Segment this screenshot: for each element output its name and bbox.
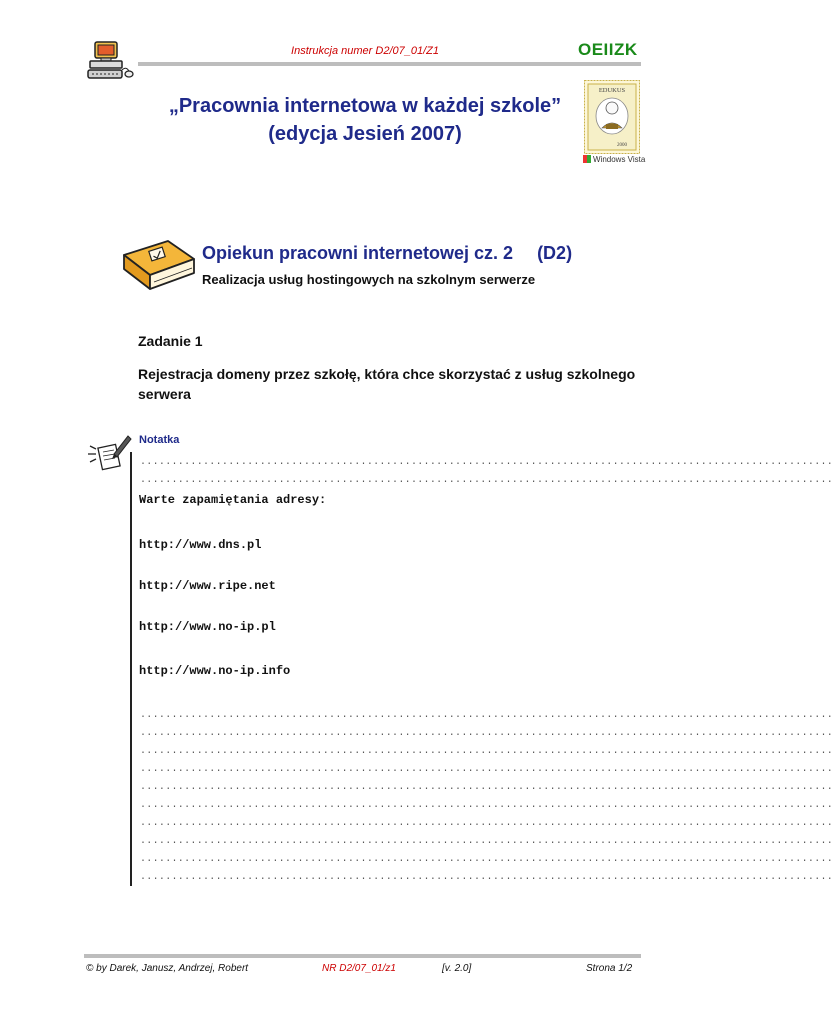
dotted-line: .............................................................................................................. xyxy=(140,836,833,847)
windows-vista-logo: Windows Vista xyxy=(583,155,645,164)
stamp-year: 2000 xyxy=(617,143,627,148)
title-line-1: „Pracownia internetowa w każdej szkole” xyxy=(168,95,562,117)
link-no-ip-pl[interactable]: http://www.no-ip.pl xyxy=(139,620,276,634)
dotted-line: .............................................................................................................. xyxy=(140,800,833,811)
task-label: Zadanie 1 xyxy=(138,333,203,349)
link-dns[interactable]: http://www.dns.pl xyxy=(139,538,262,552)
task-description: Rejestracja domeny przez szkołę, która chce skorzystać z usług szkolnego serwera xyxy=(138,366,636,402)
link-no-ip-info[interactable]: http://www.no-ip.info xyxy=(139,664,291,678)
note-margin-bar xyxy=(130,452,132,886)
footer-copyright: © by Darek, Janusz, Andrzej, Robert xyxy=(86,963,249,974)
windows-flag-icon xyxy=(583,155,591,163)
footer-page-number: Strona 1/2 xyxy=(586,963,633,974)
footer-document-number: NR D2/07_01/z1 xyxy=(322,963,396,974)
dotted-line: .............................................................................................................. xyxy=(140,818,833,829)
dotted-line: .............................................................................................................. xyxy=(140,764,833,775)
dotted-line: .............................................................................................................. xyxy=(140,710,833,721)
note-label: Notatka xyxy=(139,434,180,446)
dotted-line: .............................................................................................................. xyxy=(140,728,833,739)
section-subtitle: Realizacja usług hostingowych na szkolnym serwerze xyxy=(202,272,536,287)
stamp-title: EDUKUS xyxy=(598,87,626,94)
dotted-line: .............................................................................................................. xyxy=(140,475,833,486)
dotted-line: .............................................................................................................. xyxy=(140,782,833,793)
title-line-2: (edycja Jesień 2007) xyxy=(268,123,462,145)
footer-rule xyxy=(84,954,641,958)
dotted-line: .............................................................................................................. xyxy=(140,872,833,883)
dotted-line: .............................................................................................................. xyxy=(140,746,833,757)
document-title xyxy=(150,92,580,148)
note-heading: Warte zapamiętania adresy: xyxy=(139,493,327,507)
section-code: (D2) xyxy=(537,243,573,263)
note-pencil-icon xyxy=(86,432,132,476)
instruction-number: Instrukcja numer D2/07_01/Z1 xyxy=(291,45,439,57)
link-ripe[interactable]: http://www.ripe.net xyxy=(139,579,276,593)
footer-version: [v. 2.0] xyxy=(442,963,472,974)
computer-icon xyxy=(86,40,136,84)
oeiizk-logo: OEIIZK xyxy=(578,40,638,59)
dotted-line: .............................................................................................................. xyxy=(140,457,833,468)
header-rule xyxy=(138,62,641,66)
section-title: Opiekun pracowni internetowej cz. 2 (D2) xyxy=(202,243,573,263)
book-icon xyxy=(110,237,196,301)
edukus-stamp-icon xyxy=(584,80,640,154)
dotted-line: .............................................................................................................. xyxy=(140,854,833,865)
